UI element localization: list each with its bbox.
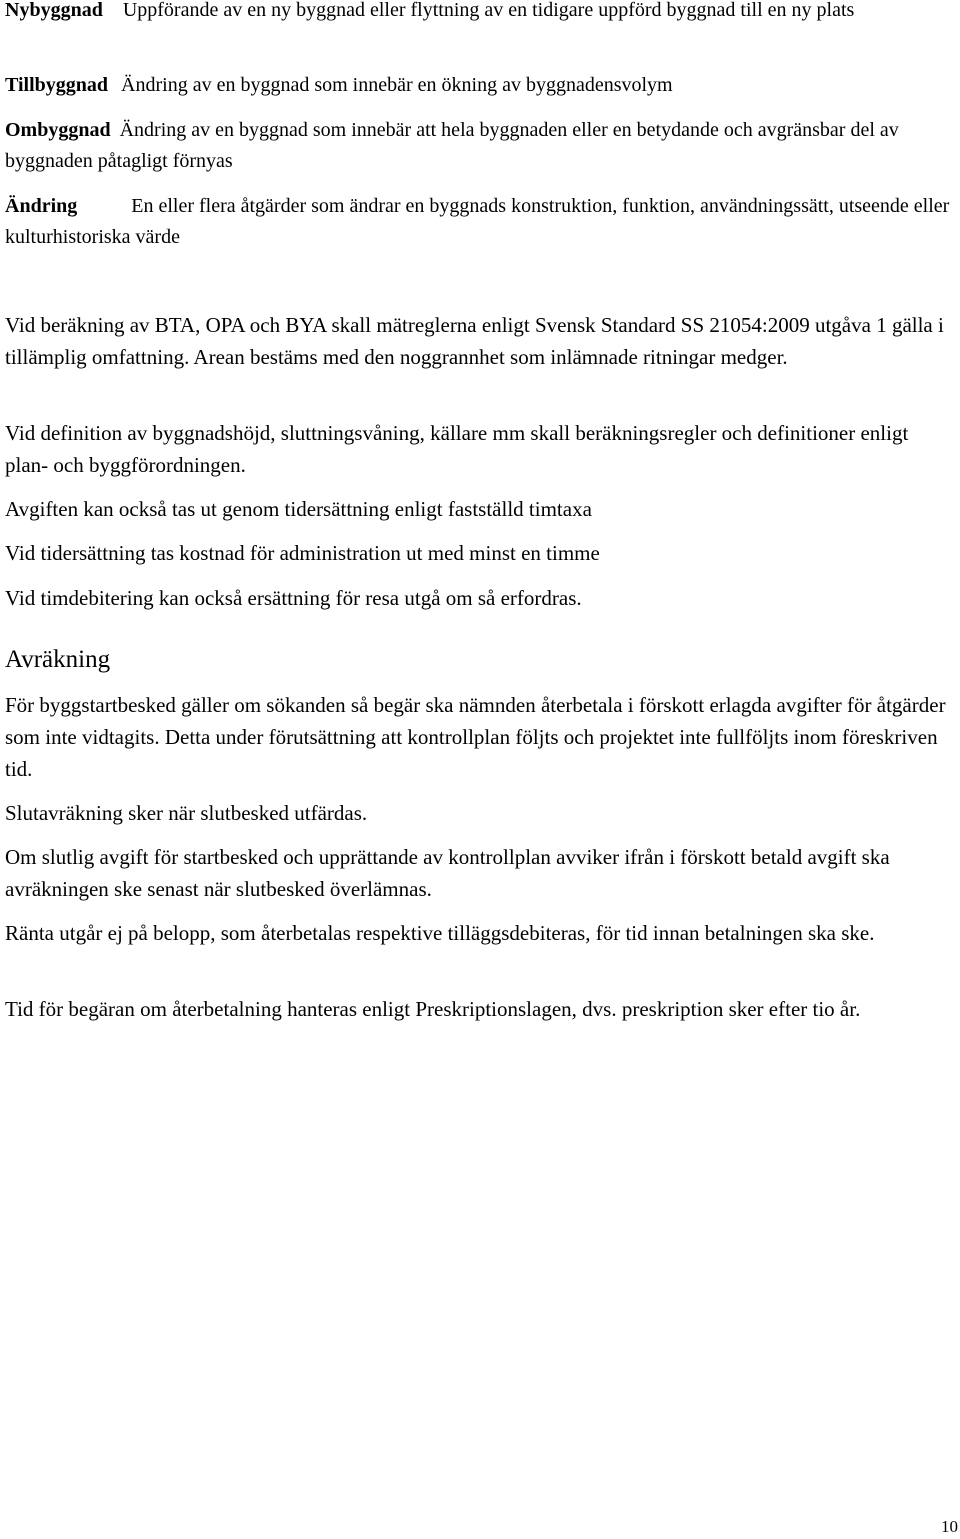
definition-tillbyggnad <box>5 70 957 101</box>
paragraph-final-settlement: Slutavräkning sker när slutbesked utfärdas. <box>5 801 368 825</box>
paragraph-measurement: Vid beräkning av BTA, OPA och BYA skall mätreglerna enligt Svensk Standard SS 21054:2009 utgåva 1 gälla i tillämplig omfattning. Arean bestäms med den noggrannhet som inlämnade ritningar medger. <box>5 313 944 369</box>
definition-text: En eller flera åtgärder som ändrar en byggnads konstruktion, funktion, användningssätt, utseende eller kulturhistoriska värde <box>5 195 950 248</box>
paragraph-interest: Ränta utgår ej på belopp, som återbetalas respektive tilläggsdebiteras, för tid innan betalningen ska ske. <box>5 921 875 945</box>
definition-text: Uppförande av en ny byggnad eller flyttning av en tidigare uppförd byggnad till en ny plats <box>122 0 855 21</box>
definition-ombyggnad <box>5 115 957 177</box>
section-heading: Avräkning <box>5 646 111 673</box>
paragraph-definition: Vid definition av byggnadshöjd, sluttningsvåning, källare mm skall beräkningsregler och definitioner enligt plan- och byggförordningen. <box>5 421 909 477</box>
definition-nybyggnad <box>5 0 957 26</box>
paragraph-deviation: Om slutlig avgift för startbesked och upprättande av kontrollplan avviker ifrån i förskott betald avgift ska avräkningen ske senast när slutbesked överlämnas. <box>5 845 890 901</box>
definition-text: Ändring av en byggnad som innebär en ökning av byggnadensvolym <box>121 74 673 96</box>
paragraph-limitation: Tid för begäran om återbetalning hanteras enligt Preskriptionslagen, dvs. preskription sker efter tio år. <box>5 997 861 1021</box>
paragraph-start-refund: För byggstartbesked gäller om sökanden så begär ska nämnden återbetala i förskott erlagda avgifter för åtgärder som inte vidtagits. Detta under förutsättning att kontrollplan följts och projektet inte fullföljts inom föreskriven tid. <box>5 693 946 781</box>
page-number: 10 <box>941 1517 958 1536</box>
definition-term: Tillbyggnad <box>5 74 109 96</box>
definition-andring <box>5 191 957 253</box>
paragraph-travel: Vid timdebitering kan också ersättning för resa utgå om så erfordras. <box>5 586 582 610</box>
definition-text: Ändring av en byggnad som innebär att hela byggnaden eller en betydande och avgränsbar del av byggnaden påtagligt förnyas <box>5 119 899 172</box>
paragraph-time-fee: Avgiften kan också tas ut genom tidersättning enligt fastställd timtaxa <box>5 497 592 521</box>
definition-term: Ändring <box>5 195 78 217</box>
paragraph-time-admin: Vid tidersättning tas kostnad för administration ut med minst en timme <box>5 541 600 565</box>
definition-term: Nybyggnad <box>5 0 103 21</box>
definition-term: Ombyggnad <box>5 119 111 141</box>
